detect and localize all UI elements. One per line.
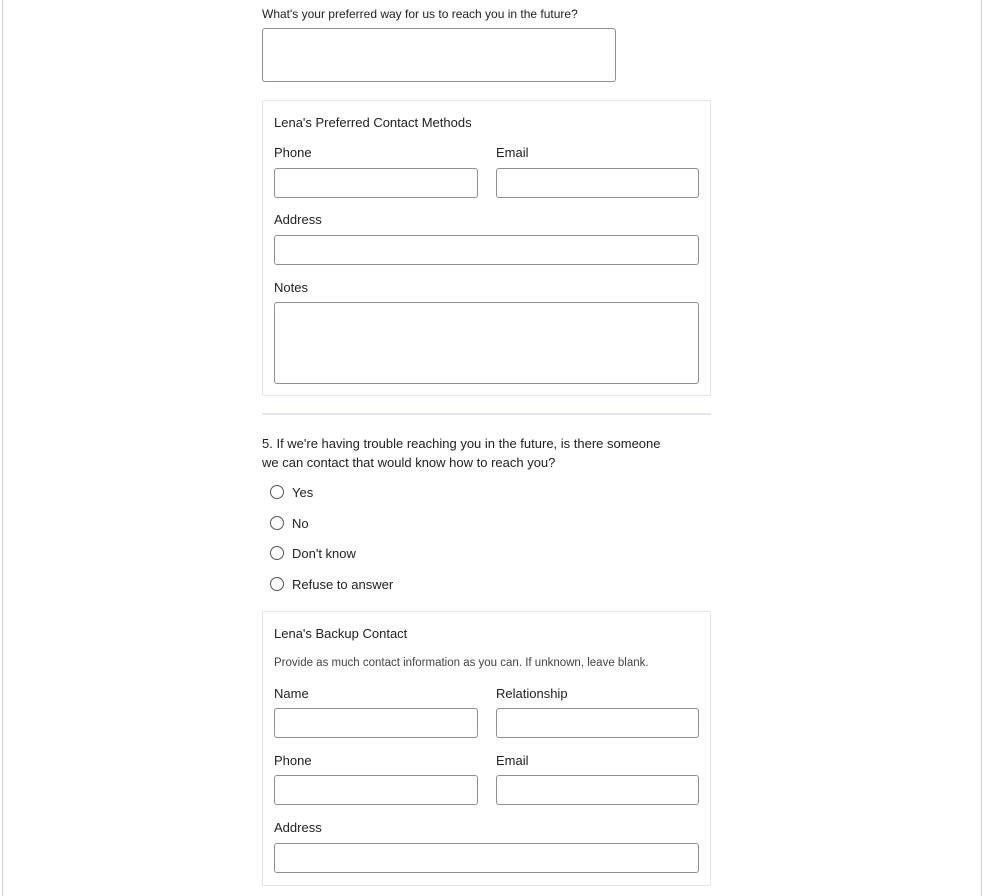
preferred-way-question: What's your preferred way for us to reach you in the future? (262, 7, 578, 21)
radio-circle-icon[interactable] (270, 485, 284, 499)
backup-contact-title: Lena's Backup Contact (274, 626, 408, 641)
radio-circle-icon[interactable] (270, 546, 284, 560)
page-left-border (2, 0, 3, 896)
page-right-border (981, 0, 982, 896)
preferred-phone-input[interactable] (274, 168, 478, 198)
preferred-phone-label: Phone (274, 145, 312, 160)
preferred-email-label: Email (496, 145, 529, 160)
backup-relationship-input[interactable] (496, 708, 699, 738)
preferred-notes-label: Notes (274, 280, 308, 295)
radio-option-no[interactable] (270, 514, 309, 532)
radio-label-no: No (292, 515, 309, 531)
backup-name-label: Name (274, 686, 309, 701)
preferred-email-input[interactable] (496, 168, 699, 198)
backup-contact-question (262, 434, 702, 472)
radio-label-refuse: Refuse to answer (292, 576, 394, 592)
radio-option-yes[interactable] (270, 483, 313, 501)
radio-circle-icon[interactable] (270, 577, 284, 591)
radio-circle-icon[interactable] (270, 516, 284, 530)
backup-phone-input[interactable] (274, 775, 478, 805)
preferred-address-input[interactable] (274, 235, 699, 265)
radio-label-yes: Yes (292, 484, 314, 500)
radio-option-dont-know[interactable] (270, 544, 356, 562)
radio-option-refuse[interactable] (270, 575, 393, 593)
backup-contact-question-line1: 5. If we're having trouble reaching you in the future, is there someone (262, 436, 661, 451)
backup-phone-label: Phone (274, 753, 312, 768)
backup-email-input[interactable] (496, 775, 699, 805)
backup-email-label: Email (496, 753, 529, 768)
preferred-way-textarea[interactable] (262, 28, 616, 82)
radio-label-dont-know: Don't know (292, 545, 356, 561)
backup-contact-help-text: Provide as much contact information as you can. If unknown, leave blank. (274, 657, 649, 669)
preferred-notes-textarea[interactable] (274, 302, 699, 384)
backup-contact-question-line2: we can contact that would know how to reach you? (262, 455, 556, 470)
backup-name-input[interactable] (274, 708, 478, 738)
backup-relationship-label: Relationship (496, 686, 568, 701)
preferred-contact-title: Lena's Preferred Contact Methods (274, 115, 472, 130)
backup-address-input[interactable] (274, 843, 699, 873)
section-divider (262, 413, 711, 415)
backup-address-label: Address (274, 820, 322, 835)
preferred-address-label: Address (274, 212, 322, 227)
